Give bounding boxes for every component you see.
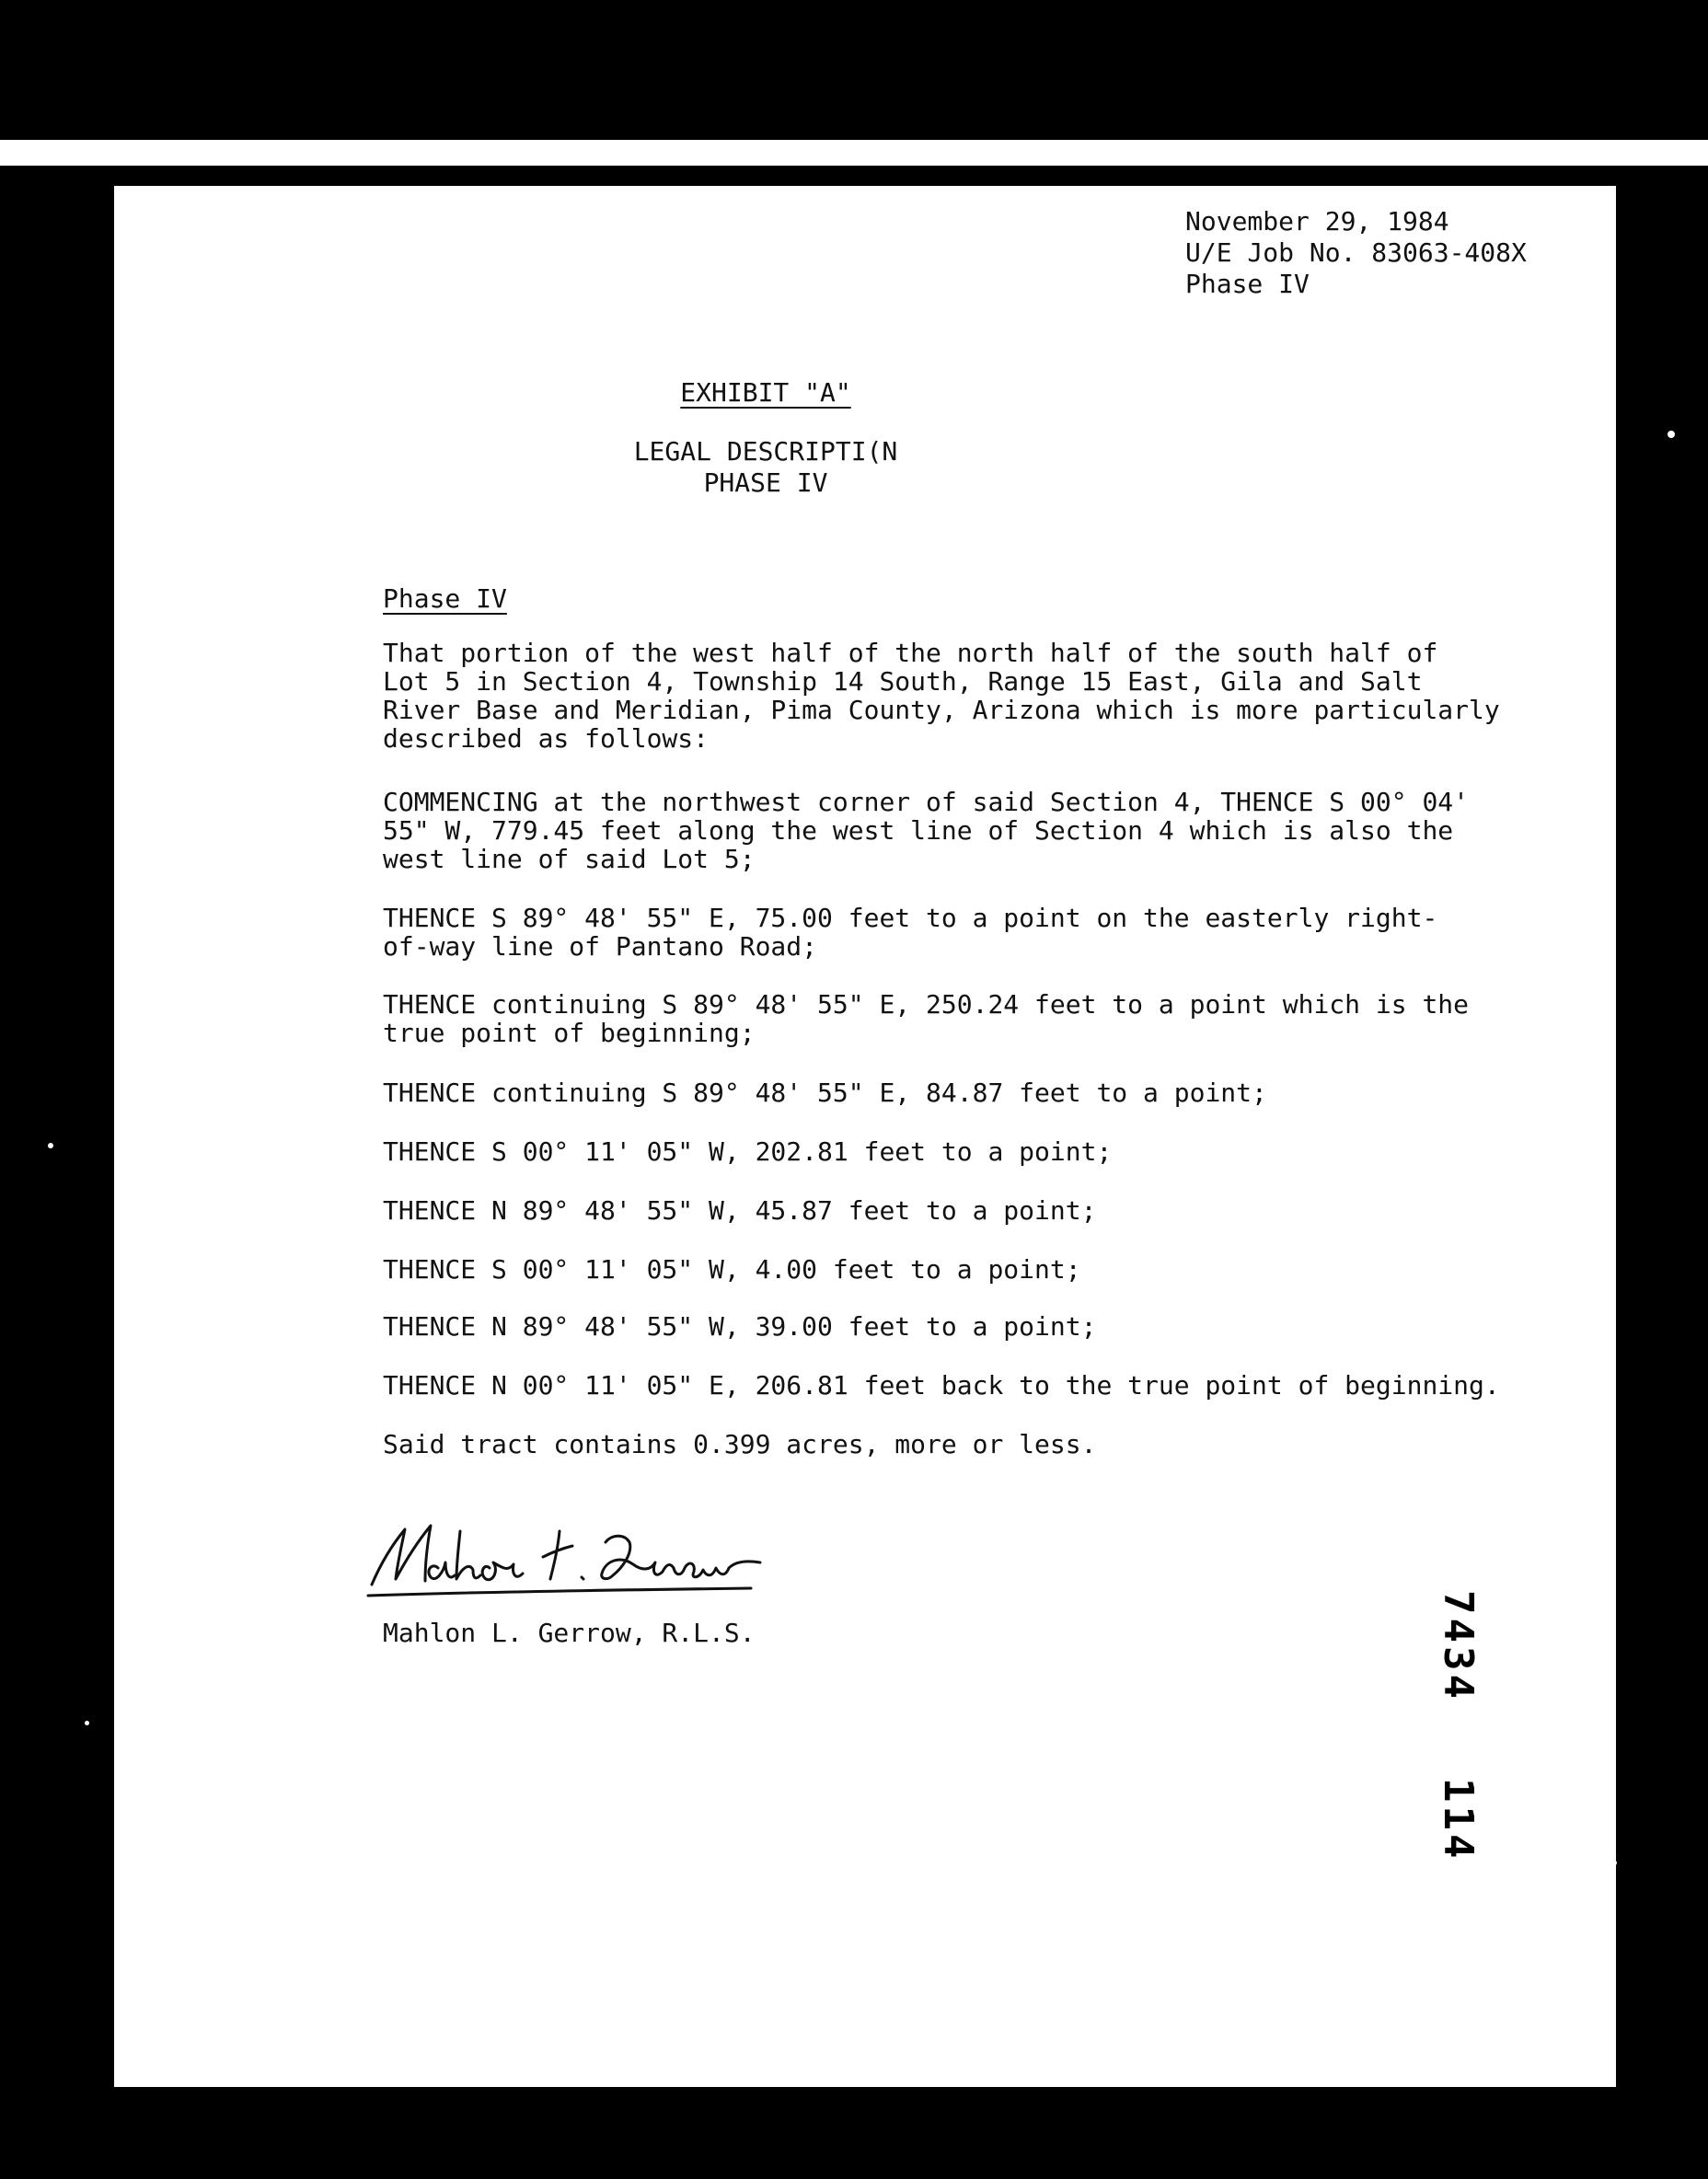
paragraph-course-4: THENCE S 00° 11' 05" W, 202.81 feet to a point; [383,1136,1113,1167]
paragraph-course-2: THENCE continuing S 89° 48' 55" E, 250.24 feet to a point which is the true point of beginning; [383,989,1470,1048]
paragraph-description: That portion of the west half of the north half of the south half of Lot 5 in Section 4, Township 14 South, Range 15 East, Gila and Salt River Base and Meridian, Pima County, Arizona which is more particularly described as follows: [383,638,1500,754]
handwritten-signature [364,1504,769,1605]
recording-stamp-page: 114 [1435,1778,1482,1862]
scan-speck [85,1721,89,1725]
legal-description-heading: LEGAL DESCRIPTI(N [633,436,898,467]
paragraph-course-5: THENCE N 89° 48' 55" W, 45.87 feet to a point; [383,1195,1097,1226]
header-phase: Phase IV [1185,269,1310,299]
paragraph-course-6: THENCE S 00° 11' 05" W, 4.00 feet to a point; [383,1254,1081,1285]
signature-name: Mahlon L. Gerrow [364,1504,374,1505]
phase-heading: PHASE IV [703,467,828,498]
document-date: November 29, 1984 [1185,206,1449,236]
paragraph-course-3: THENCE continuing S 89° 48' 55" E, 84.87 feet to a point; [383,1078,1267,1108]
exhibit-title: EXHIBIT "A" [680,377,851,408]
document-page [114,186,1616,2087]
section-heading: Phase IV [383,583,507,614]
job-number: U/E Job No. 83063-408X [1185,237,1527,268]
document-header [1185,206,1527,300]
paragraph-course-7: THENCE N 89° 48' 55" W, 39.00 feet to a point; [383,1311,1097,1342]
paragraph-acreage: Said tract contains 0.399 acres, more or less. [383,1429,1097,1459]
recording-stamp-book: 7434 [1435,1590,1482,1702]
paragraph-commencing: COMMENCING at the northwest corner of said Section 4, THENCE S 00° 04' 55" W, 779.45 feet along the west line of Section 4 which is also the west line of said Lot 5; [383,787,1470,874]
scan-speck [48,1143,53,1148]
signer-name: Mahlon L. Gerrow, R.L.S. [383,1618,756,1648]
paragraph-course-1: THENCE S 89° 48' 55" E, 75.00 feet to a point on the easterly right- of-way line of Pantano Road; [383,903,1438,962]
scan-edge-strip [0,140,1708,166]
scan-speck [1668,431,1675,438]
paragraph-course-8: THENCE N 00° 11' 05" E, 206.81 feet back to the true point of beginning. [383,1370,1500,1401]
legal-description-title [114,436,1417,499]
